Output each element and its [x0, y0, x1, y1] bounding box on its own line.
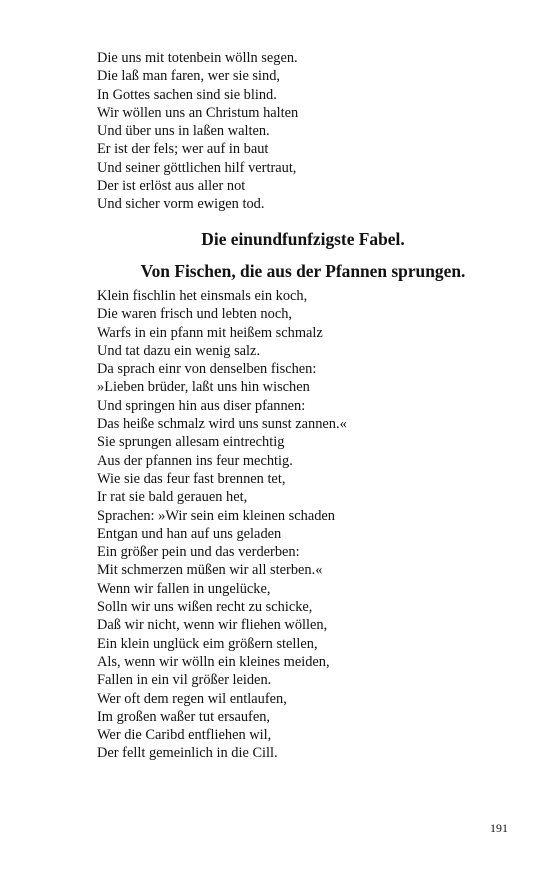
verse-line: Aus der pfannen ins feur mechtig.	[97, 452, 293, 469]
verse-line: Wir wöllen uns an Christum halten	[97, 104, 299, 121]
verse-line: Da sprach einr von denselben fischen:	[97, 361, 317, 378]
verse-line: In Gottes sachen sind sie blind.	[97, 86, 277, 103]
verse-line: Die waren frisch und lebten noch,	[97, 306, 293, 323]
top-stanza	[97, 49, 517, 214]
verse-line: Warfs in ein pfann mit heißem schmalz	[97, 324, 323, 341]
verse-line: Wer die Caribd entfliehen wil,	[97, 727, 272, 744]
verse-line: Solln wir uns wißen recht zu schicke,	[97, 599, 313, 616]
verse-line: Er ist der fels; wer auf in baut	[97, 141, 269, 158]
verse-line: Als, wenn wir wölln ein kleines meiden,	[97, 653, 330, 670]
page-number: 191	[490, 821, 508, 835]
verse-line: Der fellt gemeinlich in die Cill.	[97, 745, 278, 762]
verse-line: Und springen hin aus diser pfannen:	[97, 397, 306, 414]
verse-line: Ein klein unglück eim größern stellen,	[97, 635, 318, 652]
verse-line: Die uns mit totenbein wölln segen.	[97, 50, 298, 66]
verse-line: Die laß man faren, wer sie sind,	[97, 68, 281, 85]
verse-line: Entgan und han auf uns geladen	[97, 525, 282, 542]
verse-line: »Lieben brüder, laßt uns hin wischen	[97, 379, 310, 396]
verse-line: Das heiße schmalz wird uns sunst zannen.«	[97, 416, 347, 433]
verse-line: Der ist erlöst aus aller not	[97, 178, 246, 195]
verse-line: Und sicher vorm ewigen tod.	[97, 196, 265, 213]
fable-title: Von Fischen, die aus der Pfannen sprungen.	[140, 261, 466, 281]
verse-line: Wer oft dem regen wil entlaufen,	[97, 690, 287, 707]
verse-line: Und tat dazu ein wenig salz.	[97, 342, 261, 359]
verse-line: Wie sie das feur fast brennen tet,	[97, 470, 286, 487]
verse-line: Fallen in ein vil größer leiden.	[97, 672, 272, 689]
verse-line: Mit schmerzen müßen wir all sterben.«	[97, 562, 323, 579]
verse-line: Ir rat sie bald gerauen het,	[97, 489, 248, 506]
verse-line: Ein größer pein und das verderben:	[97, 544, 300, 561]
fable-number-heading: Die einundfunfzigste Fabel.	[201, 229, 405, 249]
fable-poem	[97, 287, 517, 763]
verse-line: Sie sprungen allesam eintrechtig	[97, 434, 285, 451]
verse-line: Im großen waßer tut ersaufen,	[97, 708, 271, 725]
verse-line: Daß wir nicht, wenn wir fliehen wöllen,	[97, 617, 328, 634]
verse-line: Wenn wir fallen in ungelücke,	[97, 580, 271, 597]
verse-line: Sprachen: »Wir sein eim kleinen schaden	[97, 507, 335, 524]
verse-line: Und seiner göttlichen hilf vertraut,	[97, 159, 297, 176]
verse-line: Und über uns in laßen walten.	[97, 123, 270, 140]
verse-line: Klein fischlin het einsmals ein koch,	[97, 288, 308, 304]
